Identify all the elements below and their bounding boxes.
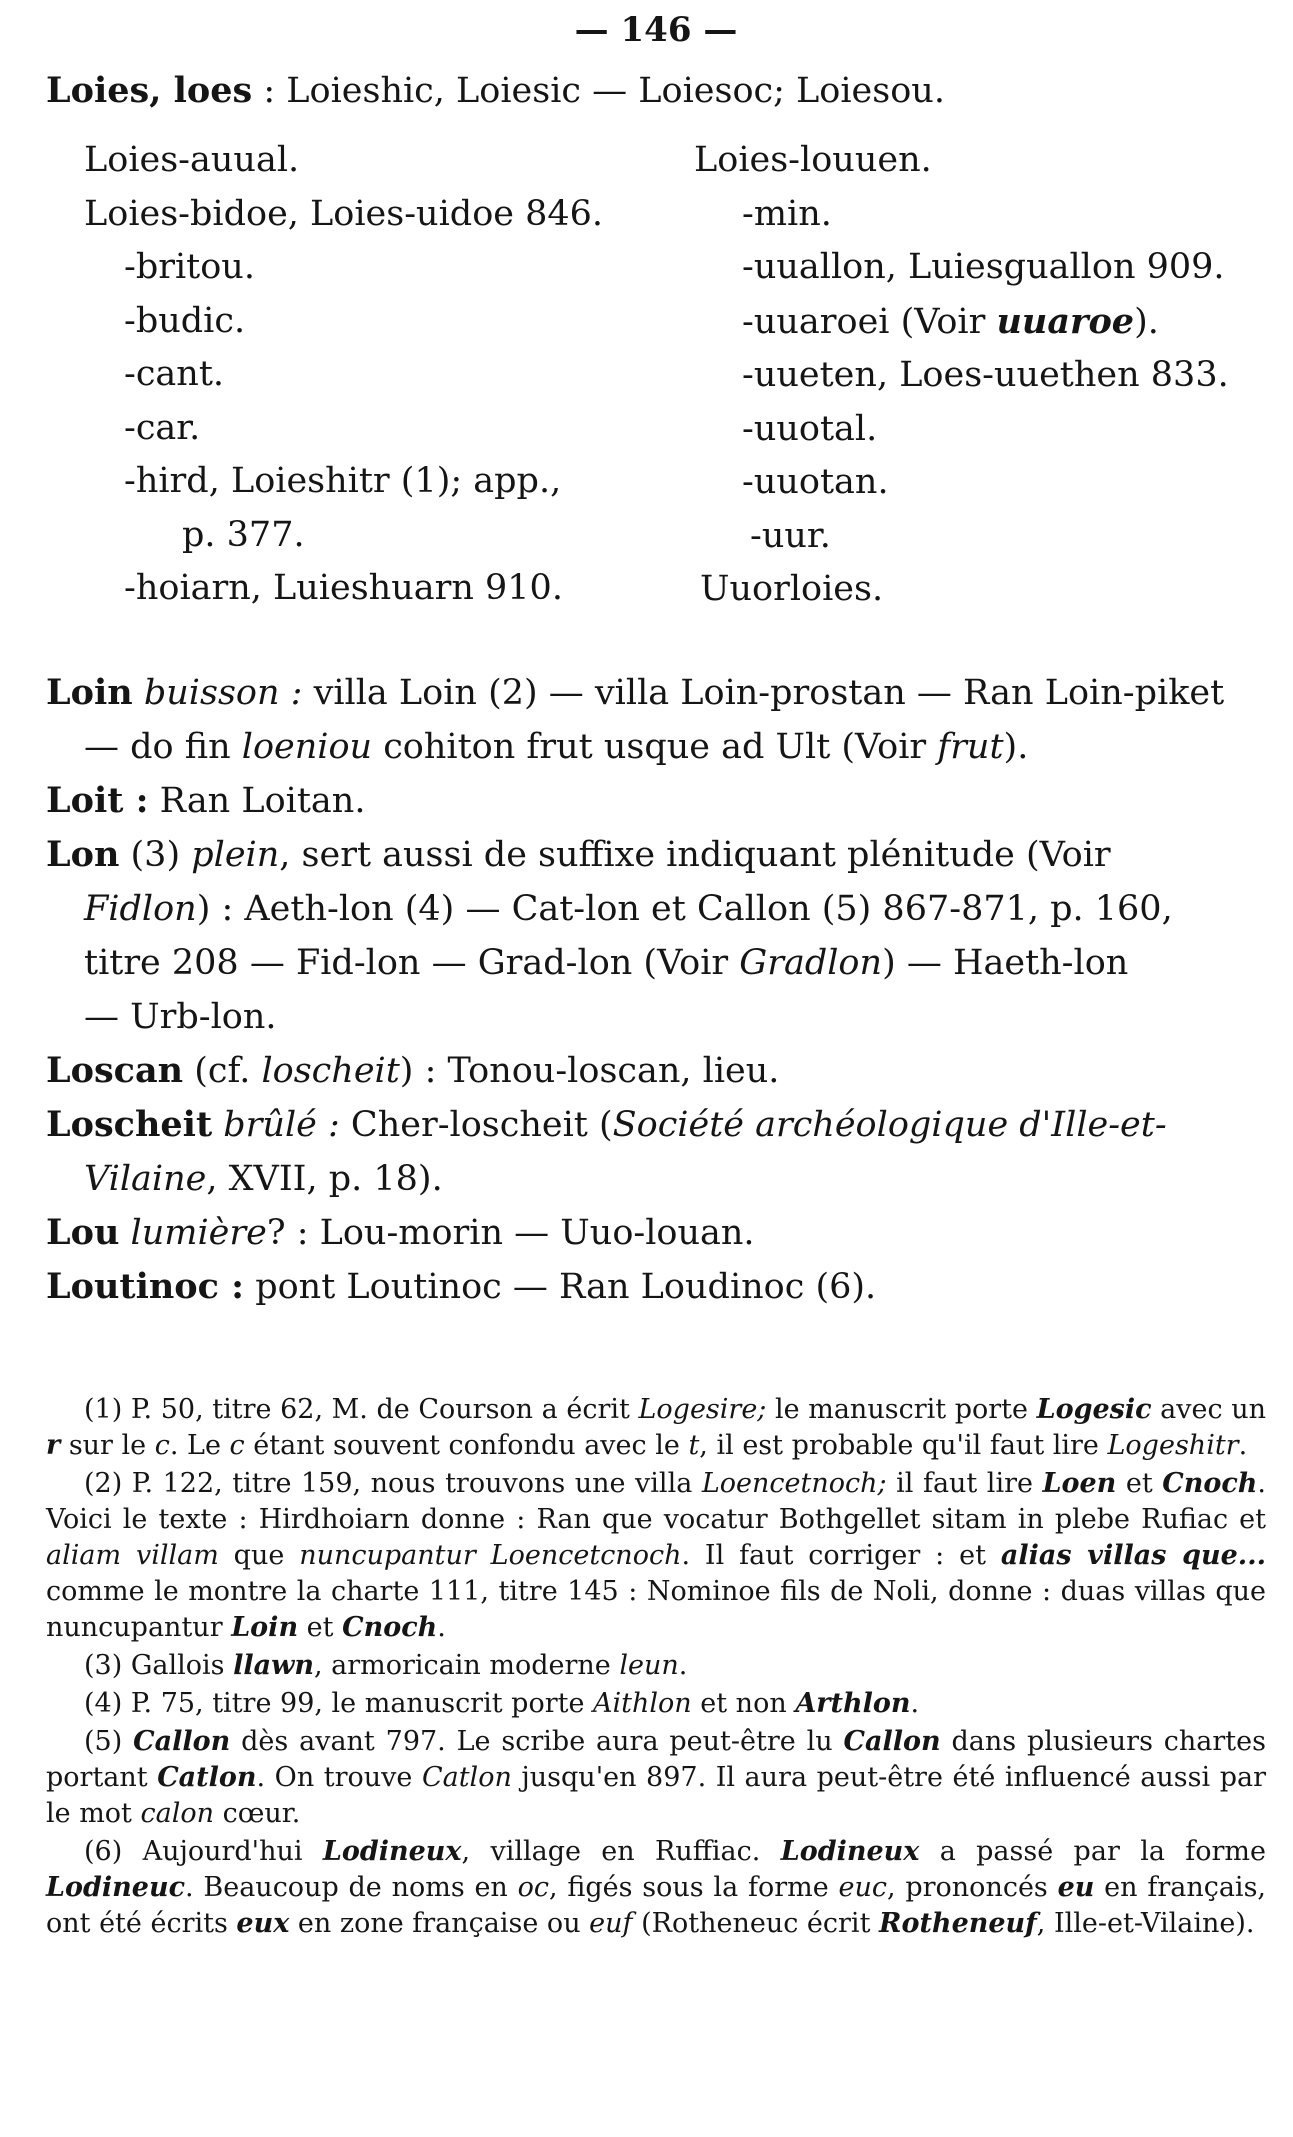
fn-text: .: [437, 1612, 446, 1643]
fn-text: cœur.: [214, 1798, 301, 1829]
entry-text: ) — Haeth-lon: [882, 943, 1129, 983]
fn-text: il faut lire: [886, 1468, 1043, 1499]
headword: Loit :: [46, 780, 149, 821]
fn-italic: Logeshitr: [1107, 1430, 1239, 1461]
list-item: Uuorloies.: [700, 569, 884, 609]
list-item: -car.: [124, 407, 201, 448]
fn-text: , armoricain moderne: [313, 1650, 620, 1681]
fn-text: (3) Gallois: [84, 1650, 234, 1681]
fn-text: (4) P. 75, titre 99, le manuscrit porte: [84, 1688, 594, 1719]
entries: [46, 666, 1266, 1314]
fn-text: a passé par la forme: [919, 1836, 1266, 1867]
fn-italic: Lodineux: [780, 1836, 920, 1867]
fn-italic: Cnoch: [1162, 1468, 1258, 1499]
page: [46, 10, 1266, 1944]
fn-text: étant souvent confondu avec le: [244, 1430, 689, 1461]
fn-text: . Il faut corriger : et: [681, 1540, 1001, 1571]
entry-text: — do fin: [84, 727, 242, 767]
list-item: -min.: [742, 193, 832, 234]
fn-text: .: [678, 1650, 688, 1681]
fn-text: , figés sous la forme: [549, 1872, 839, 1903]
headword: Lon: [46, 834, 120, 875]
headword: Loscan: [46, 1050, 184, 1091]
list-item: -uuotal.: [742, 408, 878, 449]
entry-italic: Fidlon: [84, 889, 197, 929]
entry-italic: frut: [937, 727, 1004, 767]
list-item-text: -uuaroei (Voir: [742, 301, 997, 342]
footnote-2: [46, 1466, 1266, 1646]
fn-italic: Catlon: [421, 1762, 512, 1793]
fn-text: . Voici le texte : Hirdhoiarn donne : Ran que vocatur Bothgellet sitam in plebe Rufiac et: [46, 1468, 1267, 1535]
fn-text: en zone française ou: [289, 1908, 590, 1939]
fn-text: et non: [691, 1688, 796, 1719]
footnote-6: [46, 1834, 1266, 1942]
fn-italic: Logesire;: [638, 1394, 767, 1425]
entry-text: (cf.: [183, 1051, 262, 1091]
entry-continuation: — Urb-lon.: [84, 997, 277, 1037]
fn-italic: r: [46, 1430, 61, 1461]
headword: Loscheit: [46, 1104, 213, 1145]
fn-italic: oc: [517, 1872, 550, 1903]
fn-italic: Aithlon: [593, 1688, 692, 1719]
fn-italic: Callon: [843, 1726, 941, 1757]
fn-italic: euf: [589, 1908, 633, 1939]
headword: Loutinoc :: [46, 1266, 245, 1307]
right-column: [654, 134, 1229, 617]
entry-italic: Société archéologique d'Ille-et-: [612, 1105, 1167, 1145]
entry-loit: [46, 774, 1266, 828]
entry-lon: [46, 828, 1266, 882]
entry-italic: Gradlon: [739, 943, 883, 983]
fn-italic: leun: [619, 1650, 679, 1681]
entry-text: (3): [119, 835, 192, 875]
entry-text: titre 208 — Fid-lon — Grad-lon (Voir: [84, 943, 740, 983]
fn-italic: Logesic: [1036, 1394, 1152, 1425]
fn-italic: aliam villam: [46, 1540, 219, 1571]
entry-loin: [46, 666, 1266, 720]
list-item: Loies-auual.: [84, 140, 300, 180]
fn-italic: alias villas que...: [1000, 1540, 1266, 1571]
fn-text: (2) P. 122, titre 159, nous trouvons une villa: [84, 1468, 702, 1499]
headword: Loies, loes: [46, 70, 253, 111]
fn-text: que: [218, 1540, 300, 1571]
fn-italic: Cnoch: [342, 1612, 438, 1643]
footnotes: [46, 1392, 1266, 1942]
fn-text: . On trouve: [256, 1762, 422, 1793]
list-item: -britou.: [124, 247, 255, 287]
fn-text: et: [298, 1612, 343, 1643]
fn-text: en français, ont été écrits: [46, 1872, 1267, 1939]
fn-text: le manuscrit porte: [766, 1394, 1037, 1425]
fn-italic: c: [154, 1430, 170, 1461]
headword: Loin: [46, 672, 133, 713]
entry-loies: [46, 64, 1266, 118]
list-item: Loies-bidoe, Loies-uidoe 846.: [84, 193, 604, 234]
entry-text: Cher-loscheit (: [339, 1105, 613, 1145]
entry-text: ? : Lou-morin — Uuo-louan.: [266, 1213, 755, 1253]
entry-text: , XVII, p. 18).: [206, 1159, 443, 1199]
entry-italic: loscheit: [261, 1051, 400, 1091]
fn-italic: nuncupantur Loencetcnoch: [299, 1540, 682, 1571]
fn-text: , il est probable qu'il faut lire: [699, 1430, 1108, 1461]
fn-text: (Rotheneuc écrit: [632, 1908, 880, 1939]
gloss: brûlé :: [212, 1105, 340, 1145]
list-item-italic: uuaroe: [996, 300, 1135, 342]
fn-italic: llawn: [233, 1650, 314, 1681]
list-item: -uueten, Loes-uuethen 833.: [742, 355, 1229, 395]
fn-text: sur le: [60, 1430, 155, 1461]
list-item-text: ).: [1134, 301, 1159, 342]
fn-italic: calon: [140, 1798, 214, 1829]
entry-text: cohiton frut usque ad Ult (Voir: [372, 727, 938, 767]
fn-text: .: [910, 1688, 920, 1719]
fn-text: (1) P. 50, titre 62, M. de Courson a écrit: [84, 1394, 639, 1425]
fn-text: (5): [84, 1726, 134, 1757]
fn-italic: Loin: [231, 1612, 299, 1643]
headword: Lou: [46, 1212, 120, 1253]
entry-text: villa Loin (2) — villa Loin-prostan — Ran Loin-piket: [302, 673, 1225, 713]
entry-loscan: [46, 1044, 1266, 1098]
entry-text: pont Loutinoc — Ran Loudinoc (6).: [244, 1267, 877, 1307]
entry-text: ).: [1003, 727, 1029, 767]
entry-loutinoc: [46, 1260, 1266, 1314]
fn-italic: eu: [1057, 1872, 1095, 1903]
left-column: [84, 134, 603, 616]
list-item: -uur.: [750, 515, 831, 556]
fn-text: avec un: [1151, 1394, 1266, 1425]
fn-text: comme le montre la charte 111, titre 145 : Nominoe fils de Noli, donne : duas villas que nuncupantur: [46, 1576, 1266, 1643]
footnote-4: [46, 1686, 1266, 1722]
fn-italic: Rotheneuf: [879, 1908, 1037, 1939]
fn-italic: Lodineux: [322, 1836, 462, 1867]
footnote-5: [46, 1724, 1266, 1832]
entry-italic: Vilaine: [84, 1159, 207, 1199]
footnote-3: [46, 1648, 1266, 1684]
list-item: -uuotan.: [742, 462, 889, 502]
two-column-list: [46, 134, 1266, 618]
fn-text: . Beaucoup de noms en: [185, 1872, 518, 1903]
list-item: Loies-louuen.: [694, 140, 932, 180]
fn-italic: t: [688, 1430, 700, 1461]
entry-text: : Loieshic, Loiesic — Loiesoc; Loiesou.: [252, 71, 945, 111]
entry-text: ) : Aeth-lon (4) — Cat-lon et Callon (5) 867-871, p. 160,: [196, 889, 1173, 929]
entry-text: , sert aussi de suffixe indiquant plénitude (Voir: [279, 835, 1111, 875]
list-item: -hird, Loieshitr (1); app.,: [124, 461, 562, 501]
fn-italic: Loen: [1042, 1468, 1117, 1499]
fn-text: dès avant 797. Le scribe aura peut-être lu: [230, 1726, 844, 1757]
fn-text: , prononcés: [886, 1872, 1058, 1903]
fn-italic: eux: [236, 1908, 290, 1939]
list-item: -hoiarn, Luieshuarn 910.: [124, 568, 563, 608]
fn-italic: c: [229, 1430, 245, 1461]
entry-continuation: [46, 936, 1266, 990]
entry-text: Ran Loitan.: [148, 781, 366, 821]
entry-continuation: [46, 1152, 1266, 1206]
footnote-1: [46, 1392, 1266, 1464]
entry-italic: plein: [191, 835, 280, 875]
fn-text: dans plusieurs chartes portant: [46, 1726, 1266, 1793]
fn-text: (6) Aujourd'hui: [84, 1836, 323, 1867]
list-item: p. 377.: [182, 514, 305, 555]
fn-text: , Ille-et-Vilaine).: [1036, 1908, 1255, 1939]
page-number: — 146 —: [574, 10, 738, 50]
fn-italic: euc: [838, 1872, 887, 1903]
entry-loscheit: [46, 1098, 1266, 1152]
fn-text: et: [1116, 1468, 1163, 1499]
list-item: [742, 241, 1229, 295]
entry-text: ) : Tonou-loscan, lieu.: [399, 1051, 780, 1091]
gloss: buisson :: [143, 673, 303, 713]
fn-italic: Lodineuc: [46, 1872, 186, 1903]
fn-text: , village en Ruffiac.: [461, 1836, 781, 1867]
fn-text: . Le: [169, 1430, 230, 1461]
fn-italic: Callon: [133, 1726, 231, 1757]
fn-italic: Arthlon: [795, 1688, 911, 1719]
fn-italic: Loencetnoch;: [701, 1468, 887, 1499]
list-item: -budic.: [124, 300, 246, 341]
list-item: -cant.: [124, 354, 225, 394]
list-item: [742, 295, 1229, 350]
fn-italic: Catlon: [157, 1762, 257, 1793]
entry-italic: loeniou: [241, 727, 373, 767]
list-item-text: -uuallon, Luiesguallon 909.: [742, 247, 1225, 287]
entry-continuation: [46, 882, 1266, 936]
entry-lou: [46, 1206, 1266, 1260]
entry-continuation: [46, 720, 1266, 774]
fn-text: .: [1238, 1430, 1248, 1461]
fn-text: jusqu'en 897. Il aura peut-être été influencé aussi par le mot: [46, 1762, 1266, 1829]
gloss: lumière: [119, 1213, 267, 1253]
